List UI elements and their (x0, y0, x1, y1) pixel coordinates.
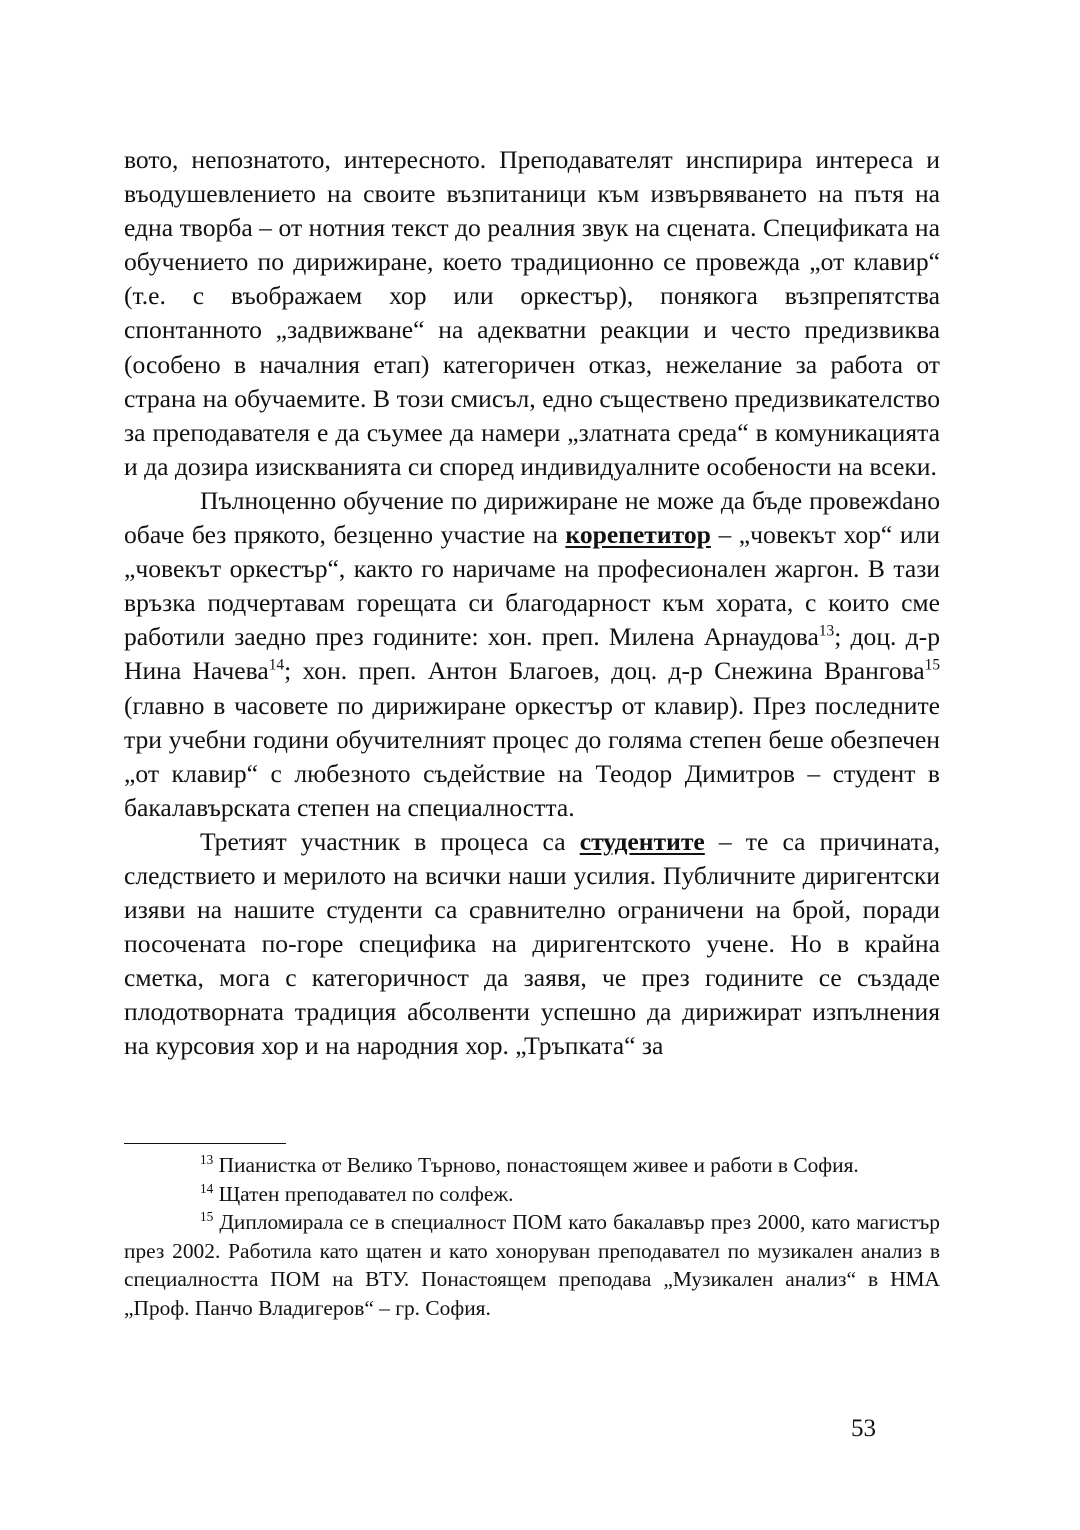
paragraph-text: ; хон. преп. Антон Благоев, доц. д-р Снежина Врангова (284, 656, 925, 686)
paragraph-3 (124, 825, 940, 1064)
term-accompanist: корепетитор (565, 520, 711, 550)
footnote-number: 15 (200, 1209, 214, 1225)
paragraph-text: ; доц. д-р Нина Начева (124, 622, 940, 686)
footnote-ref-13: 13 (818, 622, 835, 640)
paragraph-text: Пълноценно обучение по дирижиране не може да бъде провежdано обаче без прякото, безценно участие на (124, 485, 940, 550)
paragraph-text: (главно в часовете по дирижиране оркестър от клавир). През последните три учебни години обучителният процес до голяма степен беше обезпечен „от клавир“ с любезното съдействие на Теодор Димитров – студент в бакалавърската степен на специалността. (124, 690, 940, 822)
footnote-number: 14 (200, 1180, 214, 1196)
footnote-text: Щатен преподавател по солфеж. (213, 1181, 514, 1206)
paragraph-text: Третият участник в процеса са (200, 826, 580, 856)
footnote-number: 13 (200, 1151, 214, 1167)
footnote-15 (124, 1208, 940, 1322)
paragraph-text: – те са причината, следствието и мерилото на всички наши усилия. Публичните диригентски изяви на нашите студенти са сравнително ограничени на брой, поради посочената по-горе специфика на диригентското учене. Но в крайна сметка, мога с категоричност да заявя, че през годините се създаде плодотворната традиция абсолвенти успешно да дирижират изпълнения на курсовия хор и на народния хор. „Тръпката“ за (124, 826, 940, 1061)
footnotes (124, 1151, 940, 1323)
paragraph-text: – „човекът хор“ или „човекът оркестър“, както го наричаме на професионален жаргон. В тази връзка подчертавам горещата си благодарност към хората, с които сме работили заедно през годините: хон. преп. Милена Арнаудова (124, 520, 940, 652)
page-number: 53 (851, 1415, 876, 1442)
footnote-ref-14: 14 (268, 656, 285, 674)
term-students: студентите (579, 826, 705, 856)
footnote-14 (124, 1180, 940, 1209)
paragraph-2 (124, 484, 940, 825)
paragraph-text: вото, непознатото, интересното. Преподавателят инспирира интереса и въодушевлението на своите възпитаници към извървяването на пътя на една творба – от нотния текст до реалния звук на сцената. Спецификата на обучението по дирижиране, което традиционно се провежда „от клавир“ (т.е. с въображаем хор или оркестър), понякога възпрепятства спонтанното „задвижване“ на адекватни реакции и често предизвиква (особено в началния етап) категоричен отказ, нежелание за работа от страна на обучаемите. В този смисъл, едно съществено предизвикателство за преподавателя е да съумее да намери „златната среда“ в комуникацията и да дозира изискванията си според индивидуалните особености на всеки. (124, 145, 940, 481)
footnote-13 (124, 1151, 940, 1180)
footnote-text: Дипломирала се в специалност ПОМ като бакалавър през 2000, като магистър през 2002. Работила като щатен и като хоноруван преподавател по музикален анализ в специалността ПОМ на ВТУ. Понастоящем преподава „Музикален анализ“ в НМА „Проф. Панчо Владигеров“ – гр. София. (124, 1210, 940, 1320)
footnote-separator (124, 1143, 286, 1144)
footnote-text: Пианистка от Велико Търново, понастоящем живее и работи в София. (213, 1153, 859, 1177)
body-text (124, 143, 940, 1064)
paragraph-1 (124, 143, 940, 484)
footnote-ref-15: 15 (924, 656, 940, 674)
